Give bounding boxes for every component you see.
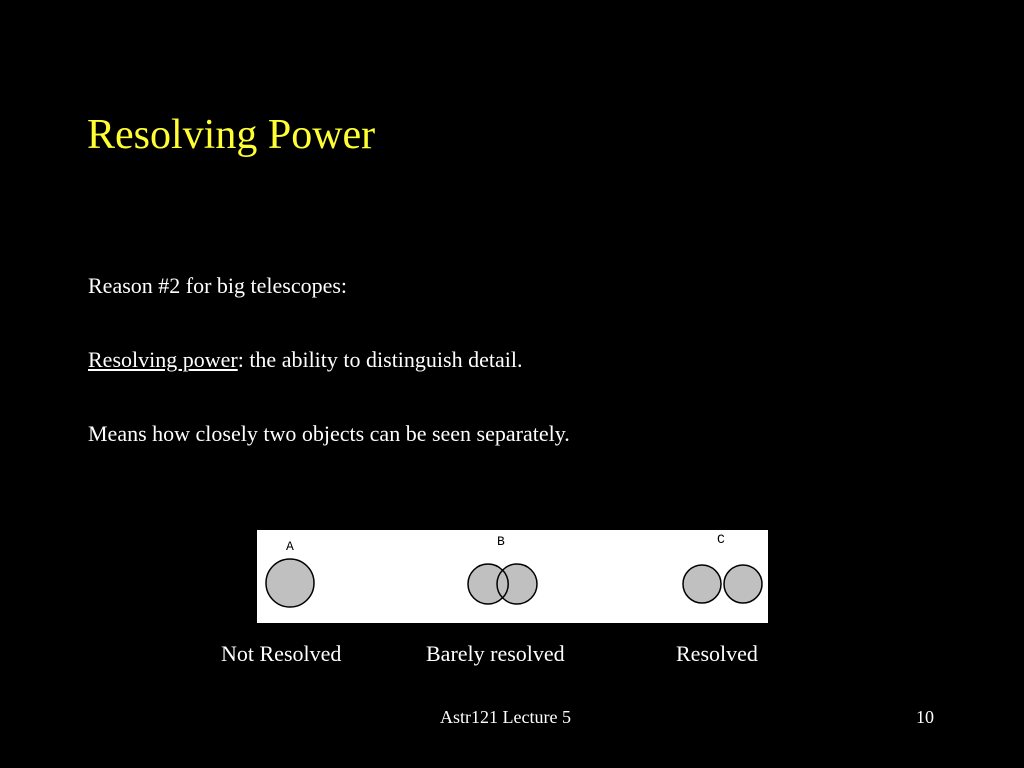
label-a: A xyxy=(286,539,294,554)
slide-title: Resolving Power xyxy=(87,112,376,158)
caption-resolved: Resolved xyxy=(676,641,758,666)
page-number: 10 xyxy=(916,707,934,727)
definition-text: : the ability to distinguish detail. xyxy=(237,347,523,372)
blob-resolved-left xyxy=(683,565,721,603)
label-b: B xyxy=(497,534,505,549)
reason-text: Reason #2 for big telescopes: xyxy=(88,273,348,298)
blob-not-resolved xyxy=(266,559,314,607)
definition-line xyxy=(88,347,522,373)
resolution-diagram xyxy=(257,530,768,623)
resolution-diagram-svg xyxy=(257,530,768,623)
footer-course: Astr121 Lecture 5 xyxy=(440,707,571,727)
meaning-text: Means how closely two objects can be seen separately. xyxy=(88,421,570,446)
label-c: C xyxy=(717,532,725,547)
caption-not-resolved: Not Resolved xyxy=(221,641,342,666)
resolving-power-term: Resolving power xyxy=(88,347,238,372)
blob-resolved-right xyxy=(724,565,762,603)
caption-barely-resolved: Barely resolved xyxy=(426,641,565,666)
